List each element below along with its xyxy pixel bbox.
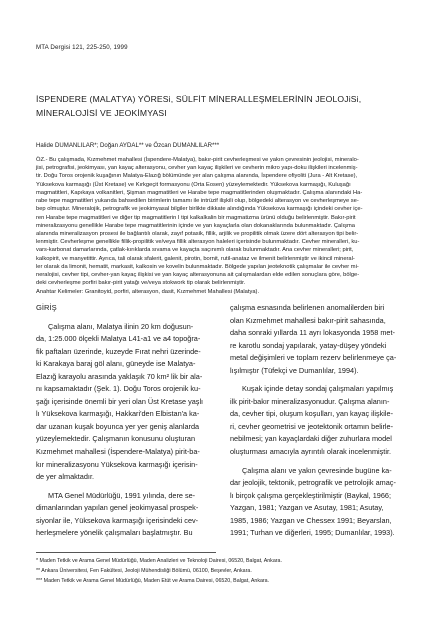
paragraph-line: da, 1:25.000 ölçekli Malatya L41-a1 ve a4 topoğra-: [36, 334, 201, 344]
left-column: [36, 302, 222, 540]
journal-citation: MTA Dergisi 121, 225-250, 1999: [36, 44, 128, 51]
abstract-line: magmatitleri, Kapıkaya volkanitleri, Şişman magmatitleri ve Harabe tepe magmatitlerinden oluşmaktadır. Çalışma alanındaki Ha-: [36, 189, 363, 196]
paragraph-line: ki Karakaya baraj göl alanı, güneyde ise Malatya-: [36, 359, 196, 369]
abstract-line: bep olmuştur. Mineralojik, petrografik ve jeokimyasal bilgiler birlikte dikkate alındığında Yüksekova karmaşığı içindeki cevher içe-: [36, 206, 363, 213]
paragraph-line: dar uzanan kuşak boyunca yer yer geniş alanlarda: [36, 421, 200, 431]
paragraph-line: Yazgan, 1981; Yazgan ve Asutay, 1981; Asutay,: [230, 503, 384, 513]
paragraph-line: yüzeylemektedir. Çalışmanın konusunu oluşturan: [36, 434, 195, 444]
footnote-affiliation: *** Maden Tetkik ve Arama Genel Müdürlüğü, Maden Etüt ve Arama Dairesi, 06520, Balgat, Ankara.: [36, 578, 270, 585]
paragraph-line: nı kapsamaktadır (Şek. 1). Doğu Toros orojenik ku-: [36, 384, 201, 394]
paragraph-line: Çalışma alanı, Malatya ilinin 20 km doğusun-: [48, 321, 194, 331]
abstract-line: lenmiştir. Cevherleşme genellikle fillik-propilitik ve/veya fillik alterasyon haleleri içerisinde bulunmaktadır. Cevher mineralleri, ku-: [36, 239, 360, 246]
paragraph-line: nebilmesi; yan kayaçlardaki diğer zuhurlara model: [230, 434, 392, 444]
footnote-affiliation: * Maden Tetkik ve Arama Genel Müdürlüğü, Maden Analizleri ve Teknoloji Dairesi, 06520, Balgat, Ankara.: [36, 558, 282, 564]
paragraph-line: kır mineralizasyonu Yüksekova karmaşığı içerisin-: [36, 459, 198, 469]
footnote-divider: [36, 552, 216, 553]
abstract-line: tir. Doğu Toros orojenik kuşağının Malatya-Elazığ bölümünde yer alan çalışma alanında, İspendere ofiyoliti (Jura - Alt Kretase),: [36, 173, 358, 180]
abstract-line: deki cevherleşme porfiri bakır-pirit yatağı ve/veya stokwork tip olarak belirlenmiştir.: [36, 280, 246, 287]
paragraph-line: oluşturması amacıyla ayrıntılı olarak incelenmiştir.: [230, 447, 391, 457]
paragraph-line: MTA Genel Müdürlüğü, 1991 yılında, dere se-: [48, 490, 196, 500]
paragraph-line: de yer almaktadır.: [36, 472, 94, 482]
paragraph-line: 1985, 1986; Yazgan ve Chessex 1991; Beyarslan,: [230, 515, 392, 525]
abstract-line: neralojisi, cevher tipi, cevher-yan kayaç ilişkisi ve yan kayaç alterasyonuna ait çalışmalardan elde edilen sonuçlara göre, bölge-: [36, 272, 360, 279]
author-list: Halide DUMANLILAR*; Doğan AYDAL** ve Özcan DUMANLILAR***: [36, 142, 220, 149]
paragraph-line: ri, cevher geometrisi ve jeotektonik ortamın belirle-: [230, 421, 394, 431]
paragraph-line: lı Yüksekova karmaşığı, Hakkari'den Elbistan'a ka-: [36, 409, 200, 419]
paragraph-line: 1991; Turhan ve diğerleri, 1995; Dumanlılar, 1993).: [230, 528, 395, 538]
title-line: MİNERALOJİSİ VE JEOKİMYASI: [36, 107, 167, 118]
paragraph-line: lışılmıştır (Tüfekçi ve Dumanlılar, 1994).: [230, 365, 359, 375]
abstract-line: jisi, petrografisi, jeokimyası, yan kayaç alterasyonu, cevher yan kayaç ilişkileri ve cevherin mikro yapı-doku ilişkileri incelenmiş-: [36, 165, 358, 172]
paragraph-line: dar jeolojik, tektonik, petrografik ve petrolojik amaç-: [230, 478, 396, 488]
abstract-line: alanında mineralizasyon prosesi ile bağlantılı olarak, zayıf potasik, fillik, arjilik ve propilitik olmak üzere dört alterasyon tipi belir-: [36, 230, 359, 237]
abstract-line: kalkopirit, ve manyetittir. Ayrıca, tali olarak sfalerit, galenit, pirotin, bornit, rutil-anataz ve ilmenit belirlenmiştir ve ikincil mineral-: [36, 255, 355, 262]
paragraph-line: da, cevher tipi, oluşum koşulları, yan kayaç ilişkile-: [230, 409, 394, 419]
paragraph-line: herleşmelere yönelik çalışmaları başlatmıştır. Bu: [36, 528, 193, 538]
abstract-keywords: Anahtar Kelimeler: Granitoyid, porfiri, alterasyon, dasit, Kızmehmet Mahallesi (Malatya).: [36, 288, 260, 295]
paragraph-line: fik paftaları üzerinde, kuzeyde Fırat nehri üzerinde-: [36, 346, 201, 356]
paragraph-line: re karotlu sondaj yapılarak, yatay-düşey yöndeki: [230, 340, 387, 350]
abstract-line: mineralizasyonu genellikle Harabe tepe magmatitlerinin içinde ve yan kayaçlarla olan dokanaklarında bulunmaktadır. Çalışma: [36, 222, 355, 229]
right-column: [230, 302, 416, 540]
abstract-line: Yüksekova karmaşığı (Üst Kretase) ve Kırkgeçit formasyonu (Orta Eosen) yüzeylemektedir. Yüksekova karmaşığı, Kuluşağı: [36, 181, 351, 188]
paragraph-line: siyonlar ile, Yüksekova karmaşığı içerisindeki cev-: [36, 515, 199, 525]
abstract-line: ren Harabe tepe magmatitleri ve diğer tip magmatitlerin I tipi kalkalkalin bir magmatizma ürünü olduğu belirlenmiştir. Bakır-pirit: [36, 214, 356, 221]
abstract-line: ler olarak da limonit, hematit, markasit, kalkosin ve kovelin bulunmaktadır. Bölgede yapılan jeoteknotik çalışmalar ile cevher mi-: [36, 263, 359, 270]
paragraph-line: lı birçok çalışma gerçekleştirilmiştir (Baykal, 1966;: [230, 490, 391, 500]
abstract: [36, 156, 406, 296]
paragraph-line: Çalışma alanı ve yakın çevresinde bugüne ka-: [242, 465, 392, 475]
paragraph-line: metal değişimleri ve toplam rezerv belirlenmeye ça-: [230, 353, 397, 363]
abstract-line: rabe tepe magmatitleri yukarıda bahsedilen birimlerin tamamı ile intrüzif ilişkili olup, bölgedeki alterasyon ve cevherleşmeye se-: [36, 198, 359, 205]
paper-title: [36, 93, 396, 120]
paragraph-line: olan Kızmehmet mahallesi bakır-pirit sahasında,: [230, 315, 386, 325]
paragraph-line: Kuşak içinde detay sondaj çalışmaları yapılmış: [242, 384, 394, 394]
paragraph-line: çalışma esnasında belirlenen anomalilerden biri: [230, 303, 385, 312]
paragraph-line: Kızmehmet mahallesi (İspendere-Malatya) pirit-ba-: [36, 447, 200, 457]
paragraph-line: Elazığ karayolu arasında yaklaşık 70 km² lik bir ala-: [36, 371, 203, 381]
paragraph-line: ilk pirit-bakır mineralizasyonudur. Çalışma alanın-: [230, 396, 390, 406]
footnotes: [36, 556, 282, 586]
abstract-line: ÖZ.- Bu çalışmada, Kızmehmet mahallesi (İspendere-Malatya), bakır-pirit cevherleşmesi ve yakın çevresinin jeolojisi, mineralo-: [36, 157, 359, 163]
paragraph-line: şağı içerisinde önemli bir yeri olan Üst Kretase yaşlı: [36, 396, 204, 406]
paragraph-line: dimanlarından yapılan genel jeokimyasal prospek-: [36, 503, 199, 513]
section-heading-giris: GİRİŞ: [36, 303, 57, 312]
title-line: İSPENDERE (MALATYA) YÖRESi, SÜLFİT MİNERALLEŞMELERİNİN JEOLOJiSi,: [36, 94, 362, 104]
footnote-affiliation: ** Ankara Üniversitesi, Fen Fakültesi, Jeoloji Mühendisliği Bölümü, 06100, Beşevler, Ankara.: [36, 568, 252, 575]
abstract-line: vars-karbonat damarlarında, çatlak-kırıklarda sıvama ve kayaçta saçınımlı olarak bulunmaktadır. Ana cevher mineralleri; pirit,: [36, 247, 354, 254]
paragraph-line: daha sonraki yıllarda 11 ayrı lokasyonda 1958 met-: [230, 328, 395, 338]
